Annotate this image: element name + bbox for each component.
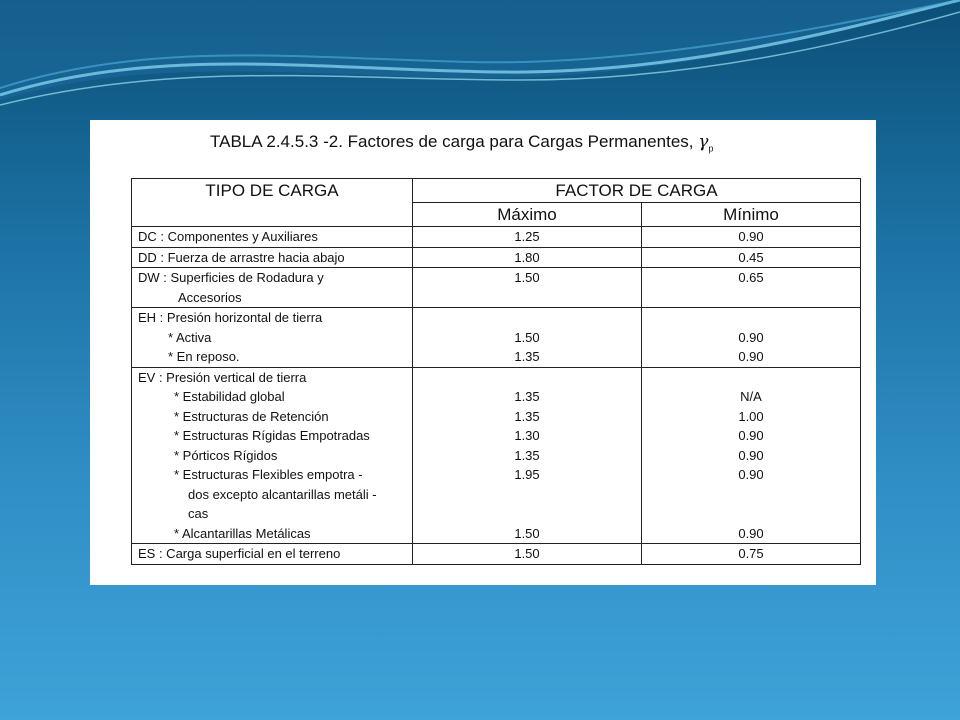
row-max bbox=[413, 308, 642, 368]
row-label-line: EH : Presión horizontal de tierra bbox=[138, 310, 323, 325]
row-label-line: Accesorios bbox=[178, 289, 242, 305]
row-max-value: 1.35 bbox=[514, 408, 540, 424]
row-label-line: * Activa bbox=[168, 329, 212, 345]
row-label-line: * Estructuras Rígidas Empotradas bbox=[174, 428, 370, 443]
table-title-text: TABLA 2.4.5.3 -2. Factores de carga para Cargas Permanentes, bbox=[210, 132, 699, 151]
row-max: 1.50 bbox=[413, 544, 642, 565]
header-minimo: Mínimo bbox=[642, 203, 861, 227]
table-row bbox=[132, 367, 861, 544]
gamma-subscript: p bbox=[708, 143, 714, 154]
row-label: ES : Carga superficial en el terreno bbox=[132, 544, 413, 565]
row-label-line: * Estabilidad global bbox=[174, 389, 285, 404]
row-label-line: dos excepto alcantarillas metáli - bbox=[188, 486, 377, 502]
row-label-line: * Estructuras Flexibles empotra - bbox=[174, 467, 363, 482]
load-factor-table bbox=[131, 178, 861, 565]
table-row bbox=[132, 544, 861, 565]
row-min: 0.90 bbox=[642, 227, 861, 248]
row-min bbox=[642, 308, 861, 368]
table-row bbox=[132, 268, 861, 308]
row-max-value: 1.35 bbox=[514, 349, 540, 364]
row-label-line: cas bbox=[188, 506, 209, 521]
row-min-value: 0.90 bbox=[738, 329, 764, 345]
row-label bbox=[132, 367, 413, 544]
table-sheet bbox=[90, 120, 876, 585]
row-min-value: 0.90 bbox=[738, 525, 764, 541]
header-factor-de-carga: FACTOR DE CARGA bbox=[413, 179, 861, 203]
row-label: DD : Fuerza de arrastre hacia abajo bbox=[132, 247, 413, 268]
row-label: DC : Componentes y Auxiliares bbox=[132, 227, 413, 248]
row-min: 0.65 bbox=[642, 268, 861, 308]
table-header-row bbox=[132, 179, 861, 203]
header-tipo-de-carga: TIPO DE CARGA bbox=[132, 179, 413, 227]
row-label bbox=[132, 308, 413, 368]
row-min-value: 0.90 bbox=[738, 447, 764, 463]
row-max bbox=[413, 367, 642, 544]
table-row bbox=[132, 227, 861, 248]
row-max-value: 1.50 bbox=[514, 329, 540, 345]
table-row bbox=[132, 308, 861, 368]
row-max-value: 1.95 bbox=[514, 467, 540, 482]
row-max-value: 1.30 bbox=[514, 428, 540, 443]
row-label-line: * En reposo. bbox=[168, 349, 240, 364]
row-max: 1.50 bbox=[413, 268, 642, 308]
row-max-value: 1.35 bbox=[514, 447, 540, 463]
table-title bbox=[210, 132, 713, 153]
row-min: 0.75 bbox=[642, 544, 861, 565]
row-min-value: 0.90 bbox=[738, 467, 764, 482]
row-min-value: 0.90 bbox=[738, 428, 764, 443]
row-min-value: 1.00 bbox=[738, 408, 764, 424]
row-label-line: DW : Superficies de Rodadura y bbox=[138, 270, 324, 285]
row-max: 1.80 bbox=[413, 247, 642, 268]
row-label-line: * Alcantarillas Metálicas bbox=[174, 525, 311, 541]
header-wave-decoration bbox=[0, 0, 960, 130]
table-row bbox=[132, 247, 861, 268]
row-max-value: 1.35 bbox=[514, 389, 540, 404]
row-label-line: * Estructuras de Retención bbox=[174, 408, 329, 424]
row-max: 1.25 bbox=[413, 227, 642, 248]
row-label-line: EV : Presión vertical de tierra bbox=[138, 369, 307, 385]
row-min-value: N/A bbox=[740, 389, 762, 404]
row-min bbox=[642, 367, 861, 544]
row-label-line: * Pórticos Rígidos bbox=[174, 447, 278, 463]
header-maximo: Máximo bbox=[413, 203, 642, 227]
gamma-symbol: γ bbox=[698, 132, 709, 152]
row-max-value: 1.50 bbox=[514, 525, 540, 541]
row-min: 0.45 bbox=[642, 247, 861, 268]
row-label bbox=[132, 268, 413, 308]
row-min-value: 0.90 bbox=[738, 349, 764, 364]
